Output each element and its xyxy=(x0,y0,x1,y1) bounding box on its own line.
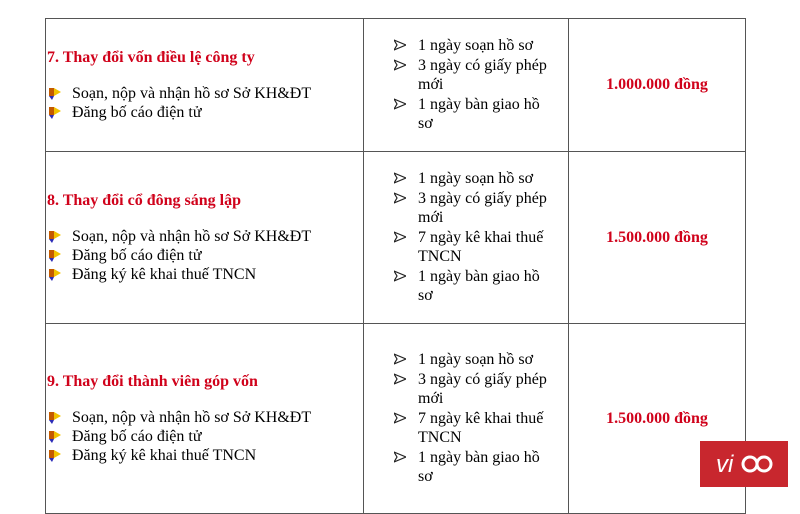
arrow-bullet-icon xyxy=(394,451,406,463)
timeline-item xyxy=(418,350,558,369)
service-cell xyxy=(46,324,364,514)
timeline-item xyxy=(418,36,558,55)
price-cell xyxy=(569,19,746,152)
timeline-label: 3 ngày có giấy phép mới xyxy=(418,371,547,407)
table-row xyxy=(46,152,746,324)
triangle-flag-bullet-icon xyxy=(49,448,61,462)
task-list xyxy=(46,84,363,122)
arrow-bullet-icon xyxy=(394,192,406,204)
timeline-item xyxy=(418,95,558,133)
task-list xyxy=(46,408,363,465)
timeline-label: 1 ngày soạn hồ sơ xyxy=(418,37,534,54)
task-item xyxy=(72,227,363,246)
timeline-label: 1 ngày bàn giao hồ sơ xyxy=(418,449,540,485)
timeline-label: 1 ngày soạn hồ sơ xyxy=(418,351,534,368)
triangle-flag-bullet-icon xyxy=(49,229,61,243)
triangle-flag-bullet-icon xyxy=(49,105,61,119)
timeline-label: 7 ngày kê khai thuế TNCN xyxy=(418,410,544,446)
price-label: 1.000.000 đồng xyxy=(606,76,708,93)
task-item xyxy=(72,246,363,265)
task-label: Đăng bố cáo điện tử xyxy=(72,247,202,264)
timeline-item xyxy=(418,169,558,188)
price-cell xyxy=(569,152,746,324)
timeline-item xyxy=(418,370,558,408)
arrow-bullet-icon xyxy=(394,172,406,184)
service-title: 9. Thay đổi thành viên góp vốn xyxy=(47,373,258,390)
timeline-cell xyxy=(364,324,569,514)
task-item xyxy=(72,84,363,103)
table-row xyxy=(46,324,746,514)
timeline-item xyxy=(418,267,558,305)
service-title: 7. Thay đổi vốn điều lệ công ty xyxy=(47,49,255,66)
timeline-label: 1 ngày soạn hồ sơ xyxy=(418,170,534,187)
price-label: 1.500.000 đồng xyxy=(606,228,708,246)
task-label: Soạn, nộp và nhận hồ sơ Sở KH&ĐT xyxy=(72,228,312,245)
service-title: 8. Thay đổi cổ đông sáng lập xyxy=(47,192,241,209)
service-cell xyxy=(46,19,364,152)
timeline-cell xyxy=(364,19,569,152)
timeline-item xyxy=(418,189,558,227)
task-label: Đăng ký kê khai thuế TNCN xyxy=(72,447,257,464)
service-pricing-table xyxy=(45,18,746,514)
arrow-bullet-icon xyxy=(394,270,406,282)
timeline-item xyxy=(418,56,558,94)
vico-logo xyxy=(700,441,788,487)
task-item xyxy=(72,446,363,465)
triangle-flag-bullet-icon xyxy=(49,429,61,443)
arrow-bullet-icon xyxy=(394,59,406,71)
timeline-item xyxy=(418,448,558,486)
task-item xyxy=(72,103,363,122)
arrow-bullet-icon xyxy=(394,412,406,424)
timeline-list xyxy=(364,169,568,305)
vico-logo-mark xyxy=(712,448,776,480)
arrow-bullet-icon xyxy=(394,98,406,110)
task-label: Đăng ký kê khai thuế TNCN xyxy=(72,266,257,283)
timeline-label: 7 ngày kê khai thuế TNCN xyxy=(418,229,544,265)
pricing-table-body xyxy=(46,19,746,514)
triangle-flag-bullet-icon xyxy=(49,248,61,262)
arrow-bullet-icon xyxy=(394,353,406,365)
svg-text:vi: vi xyxy=(716,451,734,478)
task-label: Đăng bố cáo điện tử xyxy=(72,428,202,445)
table-row xyxy=(46,19,746,152)
timeline-list xyxy=(364,36,568,133)
timeline-label: 1 ngày bàn giao hồ sơ xyxy=(418,268,540,304)
timeline-label: 1 ngày bàn giao hồ sơ xyxy=(418,96,540,132)
arrow-bullet-icon xyxy=(394,39,406,51)
triangle-flag-bullet-icon xyxy=(49,267,61,281)
service-cell xyxy=(46,152,364,324)
arrow-bullet-icon xyxy=(394,373,406,385)
task-list xyxy=(46,227,363,284)
price-label: 1.500.000 đồng xyxy=(606,409,708,427)
triangle-flag-bullet-icon xyxy=(49,410,61,424)
task-label: Đăng bố cáo điện tử xyxy=(72,104,202,121)
timeline-item xyxy=(418,228,558,266)
timeline-label: 3 ngày có giấy phép mới xyxy=(418,57,547,93)
timeline-item xyxy=(418,409,558,447)
triangle-flag-bullet-icon xyxy=(49,86,61,100)
task-item xyxy=(72,265,363,284)
timeline-label: 3 ngày có giấy phép mới xyxy=(418,190,547,226)
task-label: Soạn, nộp và nhận hồ sơ Sở KH&ĐT xyxy=(72,409,312,426)
task-item xyxy=(72,427,363,446)
timeline-cell xyxy=(364,152,569,324)
task-label: Soạn, nộp và nhận hồ sơ Sở KH&ĐT xyxy=(72,85,312,102)
task-item xyxy=(72,408,363,427)
timeline-list xyxy=(364,350,568,486)
arrow-bullet-icon xyxy=(394,231,406,243)
